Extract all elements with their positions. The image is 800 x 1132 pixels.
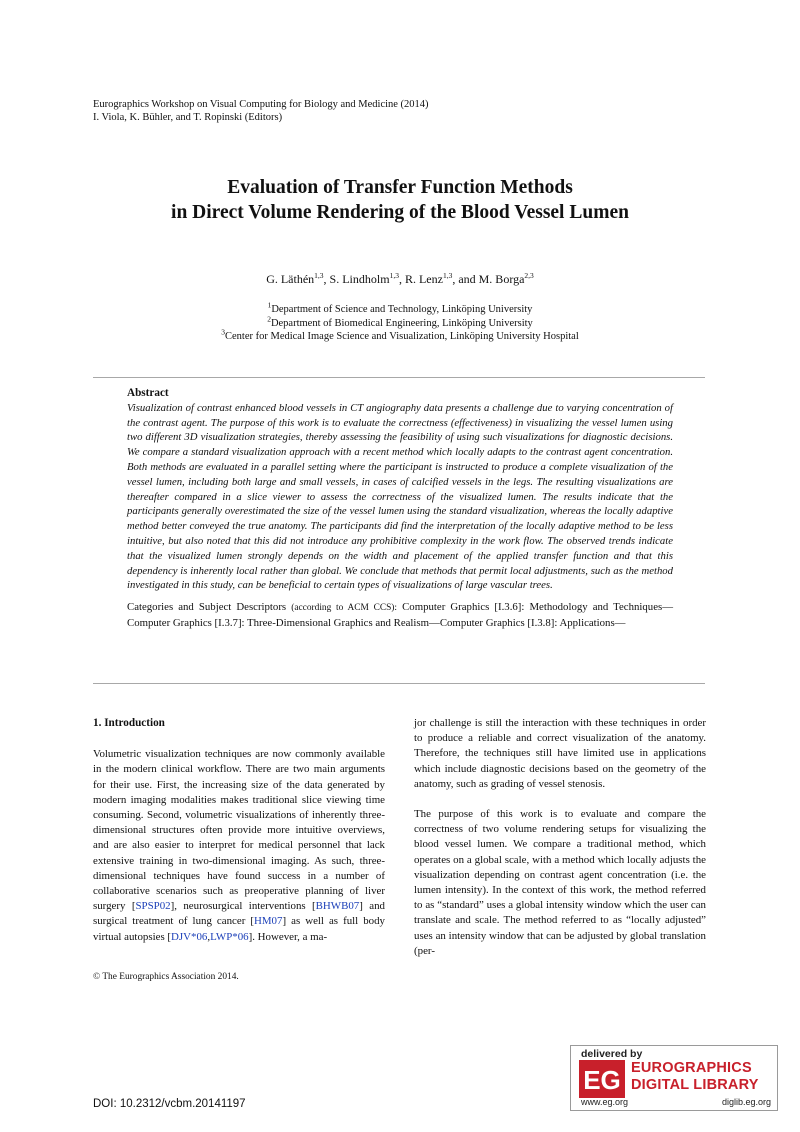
author-separator: , and [452,272,479,286]
paragraph-text: ] and surgical treatment of lung cancer [ [93,900,385,928]
author-affil-sup: 1,3 [442,271,453,280]
eg-logo-text: EG [583,1065,621,1095]
section-heading: 1. Introduction [93,717,165,729]
eg-logo-icon [579,1060,625,1098]
title-line-2: in Direct Volume Rendering of the Blood Vessel Lumen [171,202,629,223]
affiliation [0,314,800,331]
intro-paragraph-1 [93,747,385,945]
author-affil-sup: 1,3 [314,271,324,280]
author-name: R. Lenz [404,272,443,286]
paper-title [0,175,800,225]
venue-header [93,98,429,124]
diglib-url-link[interactable]: diglib.eg.org [721,1097,771,1107]
copyright-icon: © [93,972,101,982]
paragraph-text: ]. However, a ma- [248,930,328,943]
venue-line-1: Eurographics Workshop on Visual Computing for Biology and Medicine (2014) [93,99,429,110]
abstract-top-rule [93,377,705,378]
author-name: S. Lindholm [329,272,390,286]
citation-link[interactable]: LWP*06 [210,930,249,943]
author-name: M. Borga [478,272,525,286]
categories [127,600,673,631]
affiliation-list [0,300,800,344]
author-name: G. Läthén [266,272,315,286]
citation-separator: , [207,930,211,943]
author-affil-sup: 1,3 [389,271,399,280]
citation-link[interactable]: SPSP02 [135,900,171,913]
abstract-bottom-rule [93,683,705,684]
badge-name-line-2: DIGITAL LIBRARY [631,1077,759,1093]
affiliation-text: Department of Science and Technology, Linköping University [271,304,533,315]
citation-link[interactable]: HM07 [254,915,283,928]
citation-link[interactable]: DJV*06 [171,930,208,943]
copyright-notice [93,972,239,982]
affiliation [0,300,800,317]
intro-paragraph-2: The purpose of this work is to evaluate and compare the correctness of two volume rendering setups for visualizing the blood vessel lumen. We compare a traditional method, which operates on a global scale, with a method which locally adjusts the visualization depending on contrast agent concentration (i.e. the lumen intensity). In the context of this work, the method referred to as “standard” uses a global intensity window which the user can translate and scale. The method referred to as “locally adjusted” uses an intensity window that can be adjusted by global translation (per- [414,808,706,957]
abstract-heading: Abstract [127,387,169,399]
left-column [93,716,385,945]
paragraph-text: ], neurosurgical interventions [ [170,900,316,913]
eg-url-link[interactable]: www.eg.org [581,1097,629,1107]
affiliation-sup: 3 [221,327,225,337]
author-affil-sup: 2,3 [524,271,534,280]
right-column [414,716,706,959]
venue-line-2: I. Viola, K. Bühler, and T. Ropinski (Editors) [93,112,283,123]
intro-paragraph-continued: jor challenge is still the interaction with these techniques in order to produce a reliable and correct visualization of the anatomy. Therefore, the techniques still have limited use in applications which include diagnostic decisions based on the geometry of the anatomy, such as grading of vessel stenosis. [414,717,706,790]
abstract-block [127,386,673,631]
categories-note: (according to ACM CCS): [291,603,398,614]
categories-text: Computer Graphics [I.3.6]: Methodology and Techniques—Computer Graphics [I.3.7]: Three-Dimensional Graphics and Realism—Computer Graphics [I.3.8]: Applications— [127,601,673,629]
paragraph-text: ] as well as full body virtual autopsies [ [93,915,385,943]
citation-link[interactable]: BHWB07 [315,900,360,913]
delivered-by-label: delivered by [581,1048,643,1060]
author-separator: , [323,272,330,286]
copyright-text: The Eurographics Association 2014. [102,972,239,982]
author-separator: , [398,272,405,286]
abstract-text: Visualization of contrast enhanced blood vessels in CT angiography data presents a challenge due to varying concentration of the contrast agent. The purpose of this work is to evaluate the correctness (effectiveness) in visualizing the vessel lumen using two different 3D visualization strategies, thereby assessing the feasibility of using such visualizations for diagnostic decisions. We compare a standard visualization approach with a recent method which locally adapts to the contrast agent concentration. Both methods are evaluated in a parallel setting where the participant is instructed to produce a complete visualization of the vessel lumen, including both large and small vessels, in cases of calcified vessels in the legs. The resulting visualizations are thereafter compared in a slice viewer to assess the correctness of the visualized lumen. The results indicate that the participants generally overestimated the size of the vessel lumen using the standard visualization, whereas the locally adaptive method better conveyed the true anatomy. The participants did find the interpretation of the locally adaptive method to be less intuitive, but also noted that this did not introduce any prohibitive complexity in the work flow. The observed trends indicate that the visualized lumen strongly depends on the width and placement of the applied transfer function and that this dependency is inherently local rather than global. We conclude that methods that permit local adjustments, such as the method investigated in this study, can be beneficial to certain types of visualizations of large vascular trees. [127,401,673,592]
doi-text: DOI: 10.2312/vcbm.20141197 [93,1098,246,1110]
badge-name-line-1: EUROGRAPHICS [631,1060,752,1076]
affiliation-text: Center for Medical Image Science and Visualization, Linköping University Hospital [225,331,579,342]
paragraph-text: Volumetric visualization techniques are now commonly available in the modern clinical workflow. There are two main arguments for their use. First, the increasing size of the data generated by modern imaging modalities makes traditional slice viewing time consuming. Second, volumetric visualizations of inherently three-dimensional structures often provide more intuitive overviews, and are also easier to interpret for medical personnel that lack extensive training in two-dimensional imaging. As such, three-dimensional techniques have found success in a number of collaborative scenarios such as preoperative planning of liver surgery [ [93,748,385,913]
author-list [0,272,800,287]
affiliation-sup: 2 [267,314,271,323]
affiliation [0,327,800,344]
eg-digital-library-badge[interactable] [570,1045,778,1111]
affiliation-text: Department of Biomedical Engineering, Linköping University [270,317,533,329]
title-line-1: Evaluation of Transfer Function Methods [227,177,573,198]
categories-label: Categories and Subject Descriptors [127,601,287,614]
affiliation-sup: 1 [267,300,272,310]
